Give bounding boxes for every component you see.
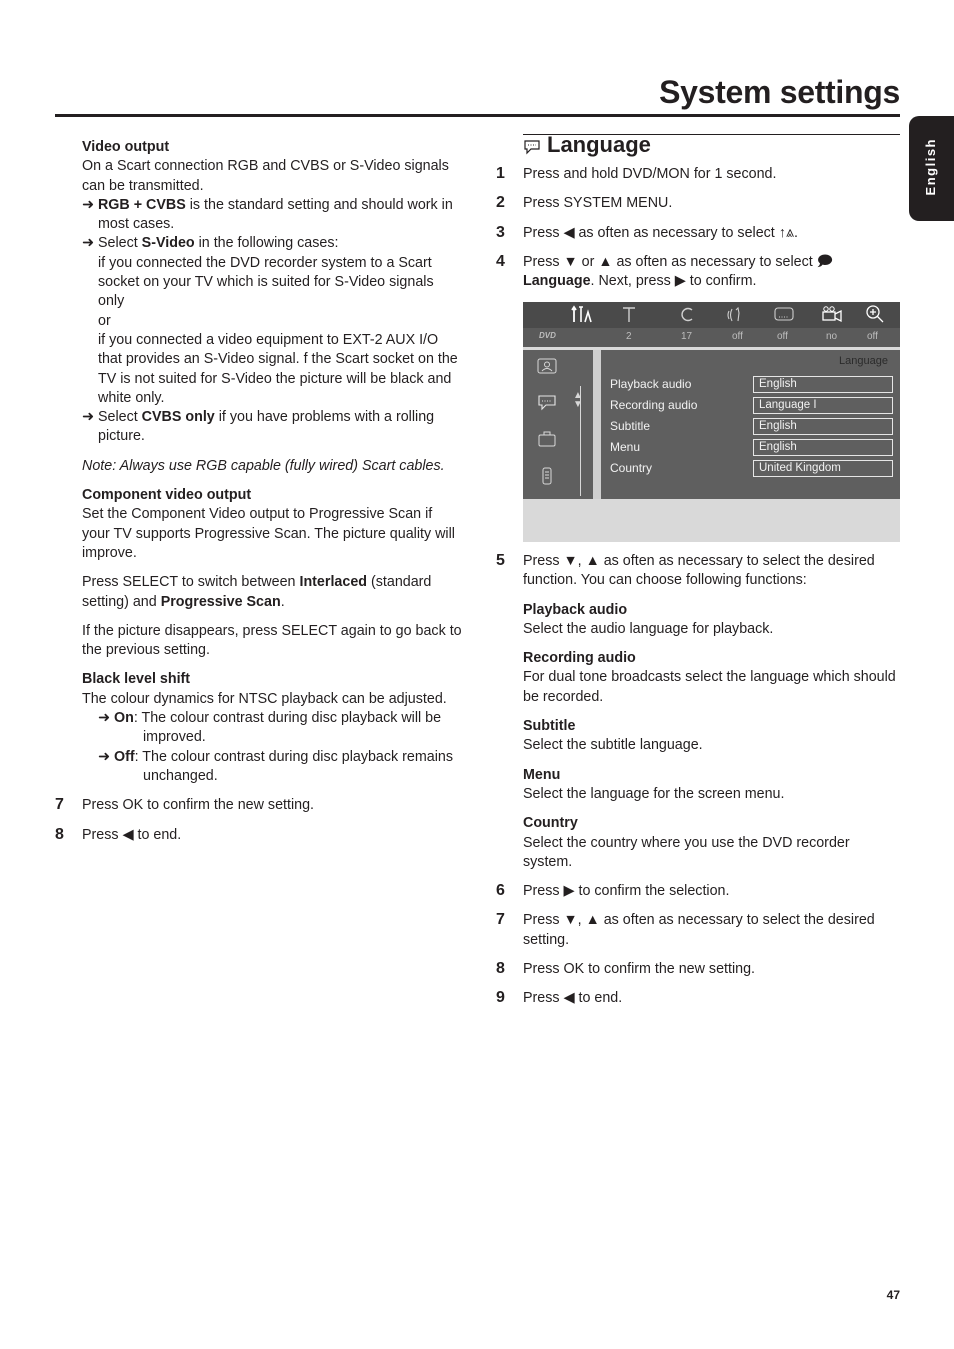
video-output-text: On a Scart connection RGB and CVBS or S-Video signals can be transmitted. bbox=[82, 158, 449, 194]
right-step-4: 4 Press ▼ or ▲ as often as necessary to select 🗩 Language. Next, press ▶ to confirm. bbox=[496, 252, 833, 290]
title-rule bbox=[55, 114, 900, 117]
function-name: Menu bbox=[523, 766, 561, 783]
row-label: Subtitle bbox=[610, 419, 651, 433]
row-value[interactable]: English bbox=[753, 439, 893, 456]
up-down-arrows-icon: ▲ ▼ bbox=[573, 390, 583, 410]
language-section-header bbox=[523, 132, 900, 157]
row-label: Recording audio bbox=[610, 398, 698, 412]
right-column-bottom bbox=[496, 552, 898, 1009]
bullet-rgb-cvbs: ➜ RGB + CVBS is the standard setting and should work in most cases. bbox=[82, 196, 453, 233]
settings-icon bbox=[571, 304, 593, 329]
language-section-title: Language bbox=[547, 132, 651, 157]
row-value[interactable]: United Kingdom bbox=[753, 460, 893, 477]
s-video-case-2: if you connected a video equipment to EXT-2 AUX I/O that provides an S-Video signal. f the Scart socket on the TV is not suited for S-Video the picture will be black and white only. bbox=[98, 331, 458, 406]
language-settings-icon[interactable] bbox=[537, 394, 557, 416]
bullet-s-video: ➜ Select S-Video in the following cases: bbox=[82, 235, 339, 252]
value-zoom: off bbox=[867, 331, 878, 342]
subtitle-icon bbox=[773, 304, 795, 329]
right-step-5: 5 Press ▼, ▲ as often as necessary to select the desired function. You can choose following functions: bbox=[496, 552, 875, 589]
picture-settings-icon[interactable] bbox=[537, 358, 557, 378]
panel-title: Language bbox=[839, 355, 888, 367]
left-step-8: 8 Press ◀ to end. bbox=[55, 825, 182, 843]
row-value[interactable]: English bbox=[753, 376, 893, 393]
right-step-8: 8 Press OK to confirm the new setting. bbox=[496, 960, 756, 978]
right-step-2: 2 Press SYSTEM MENU. bbox=[496, 194, 673, 212]
language-menu-screen bbox=[523, 302, 900, 542]
panel-divider bbox=[593, 350, 601, 499]
remote-settings-icon[interactable] bbox=[537, 466, 557, 490]
chapter-icon bbox=[679, 304, 695, 329]
row-label: Playback audio bbox=[610, 377, 692, 391]
left-step-7: 7 Press OK to confirm the new setting. bbox=[55, 796, 315, 814]
s-video-case-1: if you connected the DVD recorder system to a Scart socket on your TV which is suited for S-Video signals only bbox=[98, 254, 434, 310]
component-select-text: Press SELECT to switch between Interlaced (standard setting) and Progressive Scan. bbox=[82, 574, 432, 610]
camera-angle-icon bbox=[821, 304, 843, 329]
right-step-7: 7 Press ▼, ▲ as often as necessary to select the desired setting. bbox=[496, 911, 875, 948]
language-side-tab bbox=[909, 116, 954, 221]
right-step-9: 9 Press ◀ to end. bbox=[496, 989, 623, 1007]
function-name: Subtitle bbox=[523, 718, 576, 735]
function-name: Recording audio bbox=[523, 650, 636, 667]
component-disappear-text: If the picture disappears, press SELECT again to go back to the previous setting. bbox=[82, 622, 462, 659]
component-heading: Component video output bbox=[82, 487, 252, 504]
menu-value-bar bbox=[523, 328, 900, 347]
component-text: Set the Component Video output to Progressive Scan if your TV supports Progressive Scan. The picture quality will improve. bbox=[82, 506, 455, 561]
function-name: Playback audio bbox=[523, 601, 628, 618]
right-step-1: 1 Press and hold DVD/MON for 1 second. bbox=[496, 165, 777, 182]
right-column-top bbox=[496, 165, 898, 291]
value-angle: no bbox=[826, 331, 838, 342]
right-step-6: 6 Press ▶ to confirm the selection. bbox=[496, 882, 730, 900]
video-output-heading: Video output bbox=[82, 139, 170, 155]
value-subtitle: off bbox=[777, 331, 788, 342]
black-level-heading: Black level shift bbox=[82, 671, 191, 688]
function-desc: For dual tone broadcasts select the language which should be recorded. bbox=[523, 669, 896, 705]
page-title: System settings bbox=[659, 74, 900, 110]
row-value[interactable]: Language I bbox=[753, 397, 893, 414]
bullet-off: ➜ Off: The colour contrast during disc playback remains unchanged. bbox=[98, 748, 454, 784]
zoom-icon bbox=[865, 304, 885, 329]
bullet-on: ➜ On: The colour contrast during disc playback will be improved. bbox=[98, 710, 442, 746]
row-label: Country bbox=[610, 461, 653, 475]
function-name: Country bbox=[523, 815, 578, 832]
menu-icon-bar bbox=[523, 302, 900, 328]
scart-note: Note: Always use RGB capable (fully wired) Scart cables. bbox=[82, 457, 445, 474]
function-desc: Select the subtitle language. bbox=[523, 737, 703, 754]
page-number: 47 bbox=[886, 1288, 900, 1302]
title-icon bbox=[621, 304, 637, 329]
row-value[interactable]: English bbox=[753, 418, 893, 435]
features-settings-icon[interactable] bbox=[537, 430, 557, 452]
function-desc: Select the audio language for playback. bbox=[523, 620, 774, 637]
function-desc: Select the language for the screen menu. bbox=[523, 785, 785, 802]
value-audio: off bbox=[732, 331, 743, 342]
speech-bubble-icon bbox=[523, 139, 541, 160]
side-tab-label: English bbox=[923, 138, 938, 196]
row-label: Menu bbox=[610, 440, 641, 454]
language-settings-panel bbox=[523, 350, 900, 499]
value-chapter: 17 bbox=[681, 331, 693, 342]
value-title: 2 bbox=[626, 331, 632, 342]
bullet-cvbs-only: ➜ Select CVBS only if you have problems with a rolling picture. bbox=[82, 409, 435, 445]
audio-icon bbox=[726, 304, 744, 329]
right-step-3: 3 Press ◀ as often as necessary to select ↑⩓. bbox=[496, 223, 798, 241]
function-desc: Select the country where you use the DVD recorder system. bbox=[523, 834, 850, 870]
dvd-logo: DVD bbox=[539, 331, 556, 340]
s-video-or: or bbox=[98, 312, 111, 329]
left-column bbox=[55, 138, 462, 845]
black-level-text: The colour dynamics for NTSC playback can be adjusted. bbox=[82, 690, 447, 707]
